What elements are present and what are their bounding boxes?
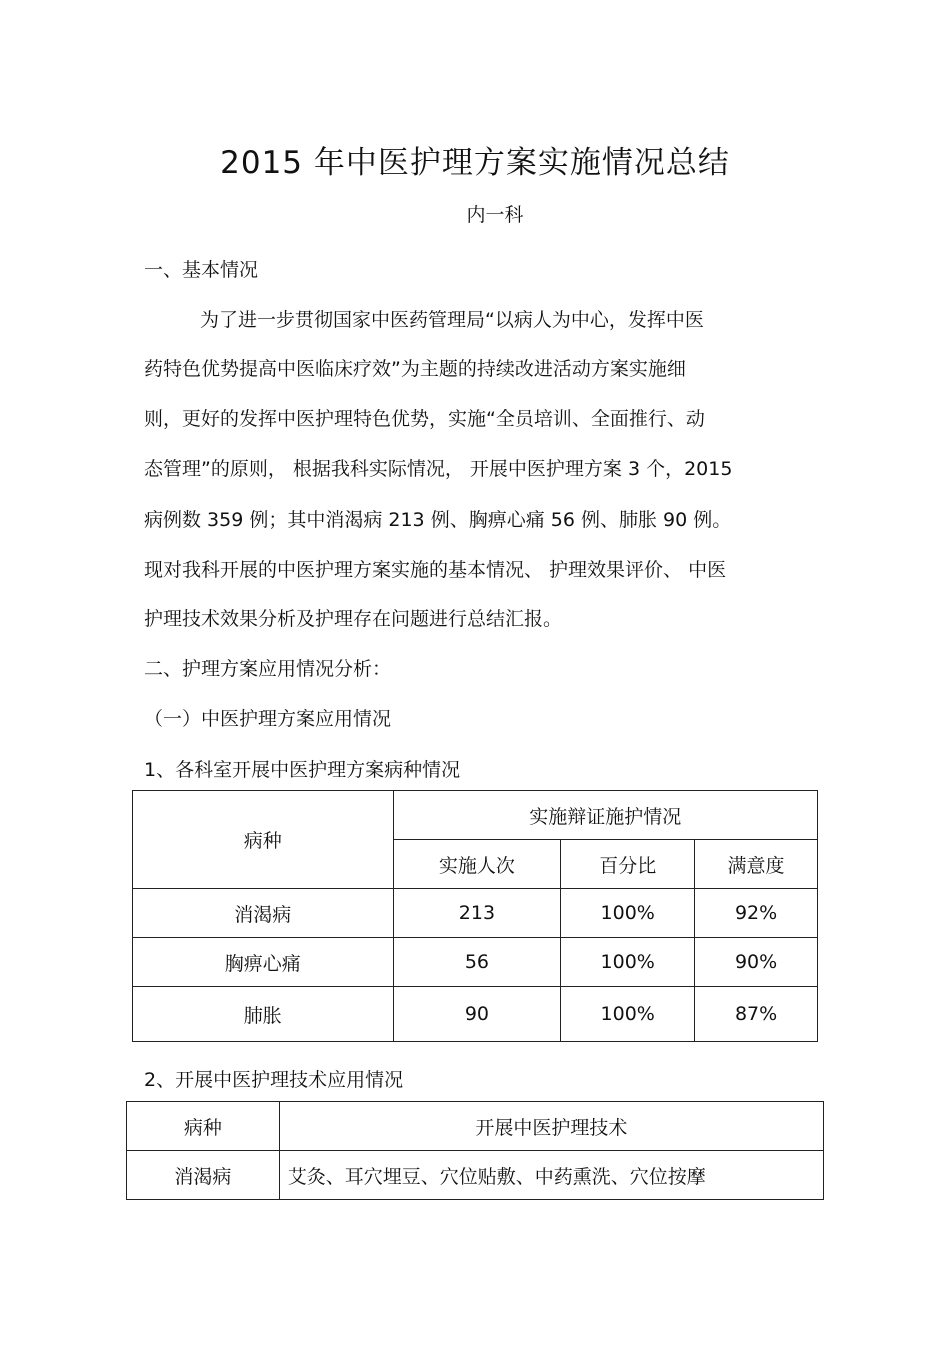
header-satisfaction: 满意度 (695, 840, 818, 889)
section-heading-analysis: 二、护理方案应用情况分析： (144, 658, 392, 680)
paragraph-line: 为了进一步贯彻国家中医药管理局“以病人为中心，发挥中医 (200, 309, 704, 331)
table2-caption: 2、开展中医护理技术应用情况 (144, 1069, 404, 1091)
table1-caption: 1、各科室开展中医护理方案病种情况 (144, 759, 461, 781)
paragraph-line: 现对我科开展的中医护理方案实施的基本情况、 护理效果评价、 中医 (144, 559, 727, 581)
header-disease: 病种 (133, 791, 394, 889)
header-count: 实施人次 (393, 840, 561, 889)
paragraph-line: 则，更好的发挥中医护理特色优势，实施“全员培训、全面推行、动 (144, 408, 705, 430)
cell-percent: 100% (561, 987, 695, 1042)
nursing-technique-table (126, 1101, 824, 1200)
table-row (133, 889, 818, 938)
cell-disease: 消渴病 (127, 1151, 280, 1200)
paragraph-line: 态管理”的原则， 根据我科实际情况， 开展中医护理方案 3 个，2015 (144, 458, 733, 480)
header-disease: 病种 (127, 1102, 280, 1151)
paragraph-line: 护理技术效果分析及护理存在问题进行总结汇报。 (144, 608, 563, 630)
cell-satisfaction: 90% (695, 938, 818, 987)
table-row (133, 987, 818, 1042)
header-percent: 百分比 (561, 840, 695, 889)
cell-satisfaction: 92% (695, 889, 818, 938)
subsection-heading: （一）中医护理方案应用情况 (144, 708, 392, 730)
page-title: 2015 年中医护理方案实施情况总结 (220, 145, 730, 181)
cell-disease: 胸痹心痛 (133, 938, 394, 987)
disease-implementation-table (132, 790, 818, 1042)
cell-count: 213 (393, 889, 561, 938)
department-subtitle: 内一科 (466, 204, 524, 226)
table-row (127, 1151, 824, 1200)
cell-technique: 艾灸、耳穴埋豆、穴位贴敷、中药熏洗、穴位按摩 (279, 1151, 823, 1200)
section-heading-basic: 一、基本情况 (144, 259, 259, 281)
cell-satisfaction: 87% (695, 987, 818, 1042)
cell-count: 90 (393, 987, 561, 1042)
cell-percent: 100% (561, 889, 695, 938)
table-row (133, 938, 818, 987)
paragraph-line: 病例数 359 例；其中消渴病 213 例、胸痹心痛 56 例、肺胀 90 例。 (144, 509, 732, 531)
header-technique: 开展中医护理技术 (279, 1102, 823, 1151)
cell-disease: 肺胀 (133, 987, 394, 1042)
header-implementation-group: 实施辩证施护情况 (393, 791, 817, 840)
paragraph-line: 药特色优势提高中医临床疗效”为主题的持续改进活动方案实施细 (144, 358, 686, 380)
cell-percent: 100% (561, 938, 695, 987)
cell-disease: 消渴病 (133, 889, 394, 938)
cell-count: 56 (393, 938, 561, 987)
